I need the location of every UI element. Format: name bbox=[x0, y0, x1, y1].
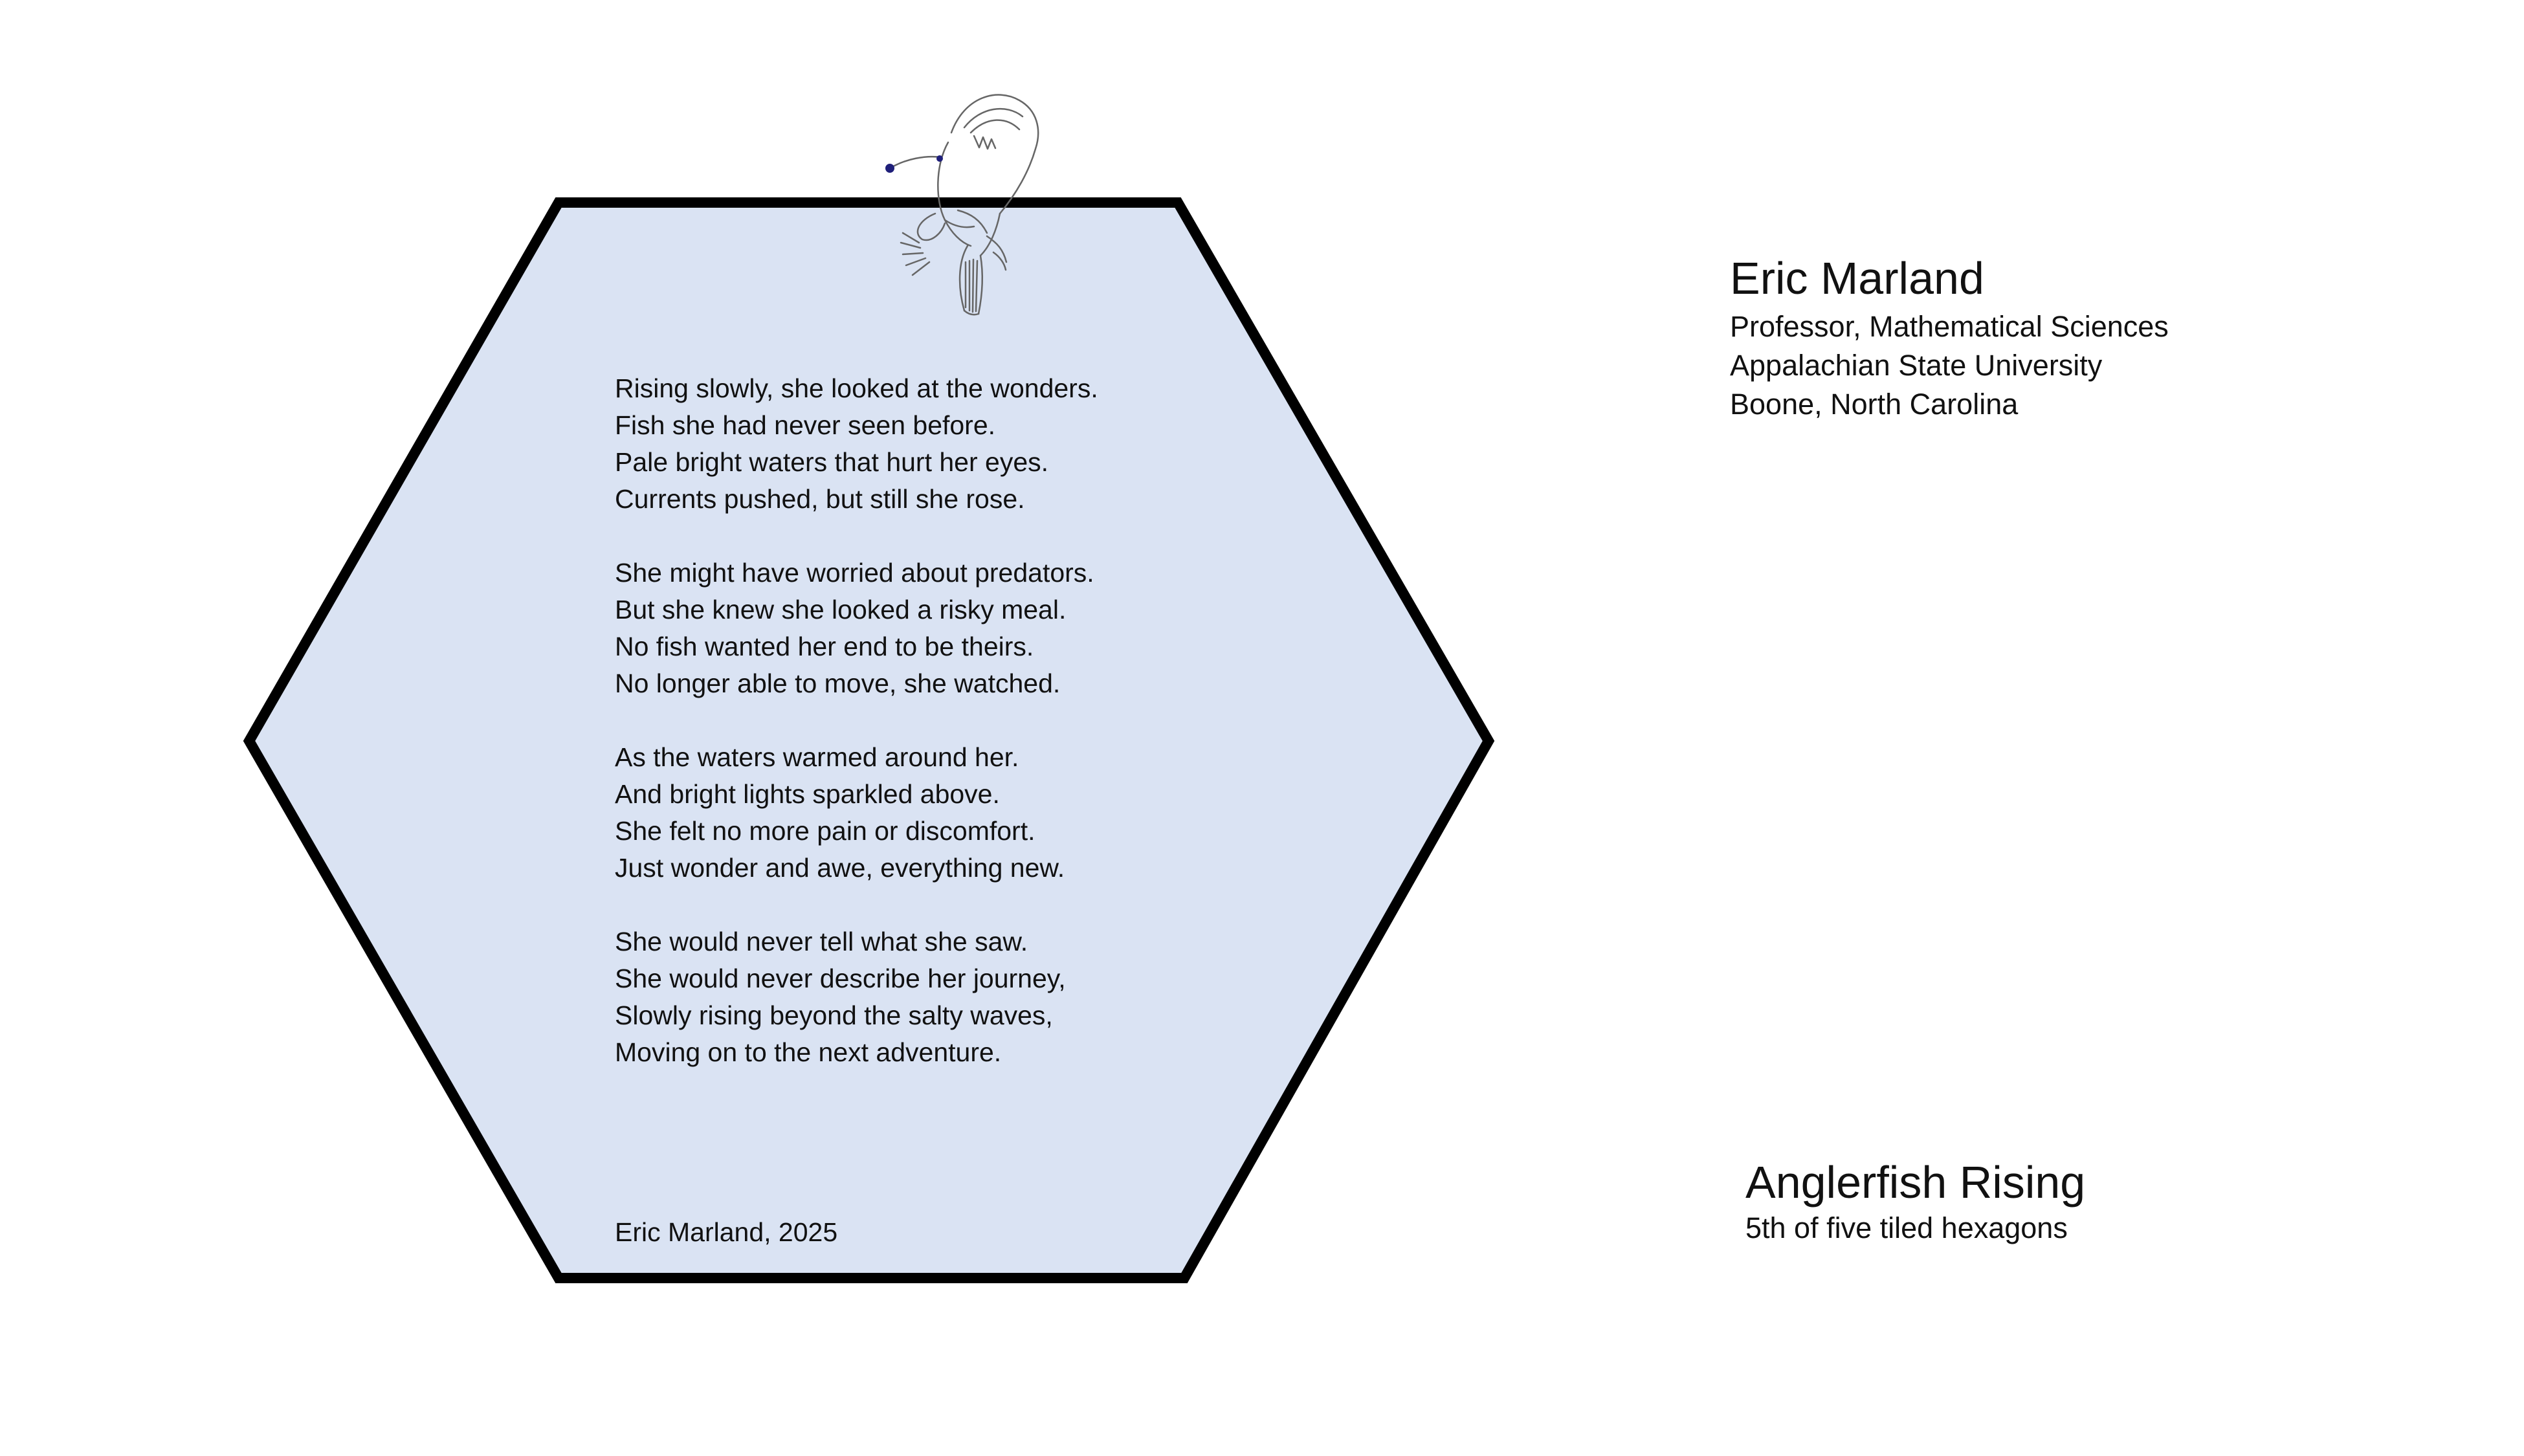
poem-line: She might have worried about predators. bbox=[615, 558, 1094, 588]
poem-line: No fish wanted her end to be theirs. bbox=[615, 632, 1034, 661]
poem-line: Slowly rising beyond the salty waves, bbox=[615, 1000, 1053, 1030]
anglerfish-icon bbox=[867, 81, 1061, 324]
work-subtitle: 5th of five tiled hexagons bbox=[1745, 1211, 2068, 1244]
poem-line: She would never tell what she saw. bbox=[615, 927, 1028, 956]
poem-line: Rising slowly, she looked at the wonders. bbox=[615, 373, 1098, 403]
author-name: Eric Marland bbox=[1730, 253, 1984, 303]
poem-stanza bbox=[615, 555, 1327, 702]
work-title-block bbox=[1745, 1155, 2085, 1246]
poem-line: Fish she had never seen before. bbox=[615, 410, 996, 440]
poem bbox=[615, 370, 1327, 1108]
poem-line: Currents pushed, but still she rose. bbox=[615, 484, 1025, 514]
poem-line: But she knew she looked a risky meal. bbox=[615, 595, 1067, 624]
poem-line: She would never describe her journey, bbox=[615, 964, 1066, 993]
author-location: Boone, North Carolina bbox=[1730, 388, 2019, 421]
poem-line: No longer able to move, she watched. bbox=[615, 668, 1061, 698]
poem-line: And bright lights sparkled above. bbox=[615, 779, 1000, 809]
poem-line: As the waters warmed around her. bbox=[615, 742, 1019, 772]
poem-line: Just wonder and awe, everything new. bbox=[615, 853, 1065, 883]
author-info bbox=[1730, 249, 2169, 424]
poem-stanza bbox=[615, 923, 1327, 1071]
work-title: Anglerfish Rising bbox=[1745, 1157, 2086, 1208]
poem-signature: Eric Marland, 2025 bbox=[615, 1217, 838, 1247]
author-position: Professor, Mathematical Sciences bbox=[1730, 310, 2169, 343]
poem-line: She felt no more pain or discomfort. bbox=[615, 816, 1035, 846]
poem-line: Moving on to the next adventure. bbox=[615, 1037, 1002, 1067]
poem-line: Pale bright waters that hurt her eyes. bbox=[615, 447, 1049, 477]
author-institution: Appalachian State University bbox=[1730, 349, 2103, 382]
poem-stanza bbox=[615, 370, 1327, 518]
poem-stanza bbox=[615, 739, 1327, 887]
